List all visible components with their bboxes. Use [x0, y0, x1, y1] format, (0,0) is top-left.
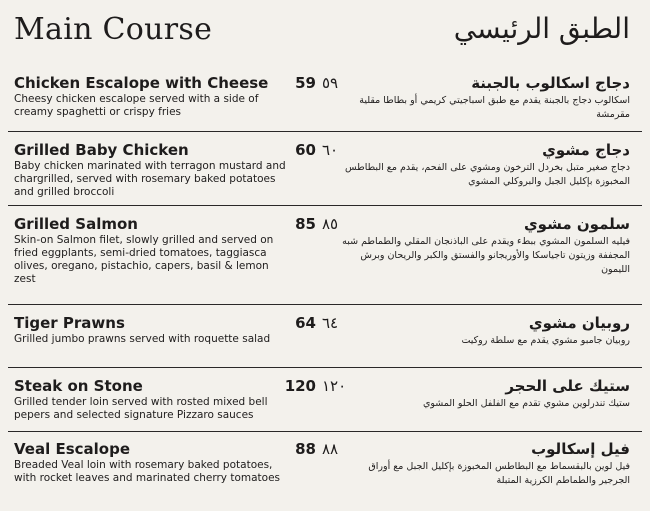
item-description-arabic: فيليه السلمون المشوي ببطء ويقدم على الباذنجان المقلي والطماطم شبه المجففة وزيتون تاجياسكا والأوريجانو والفستق والكبر والريحان وبرش الليمون [342, 236, 630, 275]
page-title: Main Course [14, 12, 213, 47]
item-price-arabic: ٦٤ [322, 314, 339, 332]
item-price: 88 [295, 440, 316, 458]
divider [8, 205, 642, 206]
item-name: Veal Escalope [14, 440, 130, 458]
item-description: Baby chicken marinated with terragon mustard and chargrilled, served with rosemary baked potatoes and grilled broccoli [14, 160, 286, 198]
item-description-arabic: روبيان جامبو مشوي يقدم مع سلطة روكيت [461, 335, 630, 346]
item-name-arabic: فيل إسكالوب [531, 440, 630, 458]
item-name: Tiger Prawns [14, 314, 125, 332]
item-name-arabic: دجاج اسكالوب بالجبنة [471, 74, 630, 92]
item-price: 60 [295, 141, 316, 159]
item-price-arabic: ١٢٠ [322, 377, 347, 395]
item-description: Breaded Veal loin with rosemary baked potatoes, with rocket leaves and marinated cherry tomatoes [14, 459, 281, 484]
item-description-arabic: اسكالوب دجاج بالجبنة يقدم مع طبق اسباجيتي كريمي أو بطاطا مقلية مقرمشة [359, 95, 630, 120]
item-price-arabic: ٨٨ [322, 440, 339, 458]
item-description: Skin-on Salmon filet, slowly grilled and served on fried eggplants, semi-dried tomatoes, taggiasca olives, oregano, pistachio, capers, basil & lemon zest [14, 234, 274, 285]
item-price-arabic: ٥٩ [322, 74, 339, 92]
item-price: 85 [295, 215, 316, 233]
item-description: Cheesy chicken escalope served with a side of creamy spaghetti or crispy fries [14, 93, 259, 118]
item-name: Chicken Escalope with Cheese [14, 74, 269, 92]
item-description-arabic: دجاج صغير متبل بخردل الترخون ومشوي على الفحم، يقدم مع البطاطس المخبوزة بإكليل الجبل والبروكلي المشوي [345, 162, 630, 187]
divider [8, 304, 642, 305]
item-price: 120 [284, 377, 316, 395]
item-price: 59 [295, 74, 316, 92]
item-name-arabic: روبيان مشوي [528, 314, 630, 332]
item-name-arabic: دجاج مشوي [542, 141, 630, 159]
item-name-arabic: ستيك على الحجر [505, 377, 630, 395]
item-description: Grilled jumbo prawns served with roquette salad [14, 333, 271, 345]
item-price-arabic: ٨٥ [322, 215, 339, 233]
item-name-arabic: سلمون مشوي [523, 215, 630, 233]
item-name: Grilled Baby Chicken [14, 141, 189, 159]
item-description-arabic: فيل لوين بالبقسماط مع البطاطس المخبوزة بإكليل الجبل مع أوراق الجرجير والطماطم الكرزية المتبلة [368, 461, 630, 486]
divider [8, 367, 642, 368]
divider [8, 131, 642, 132]
page-title-arabic: الطبق الرئيسي [453, 12, 630, 45]
item-description: Grilled tender loin served with rosted mixed bell pepers and selected signature Pizzaro sauces [14, 396, 268, 421]
item-price: 64 [295, 314, 316, 332]
item-price-arabic: ٦٠ [322, 141, 339, 159]
divider [8, 431, 642, 432]
item-description-arabic: ستيك تندرلوين مشوي تقدم مع الفلفل الحلو المشوي [422, 398, 630, 409]
item-name: Steak on Stone [14, 377, 143, 395]
item-name: Grilled Salmon [14, 215, 138, 233]
